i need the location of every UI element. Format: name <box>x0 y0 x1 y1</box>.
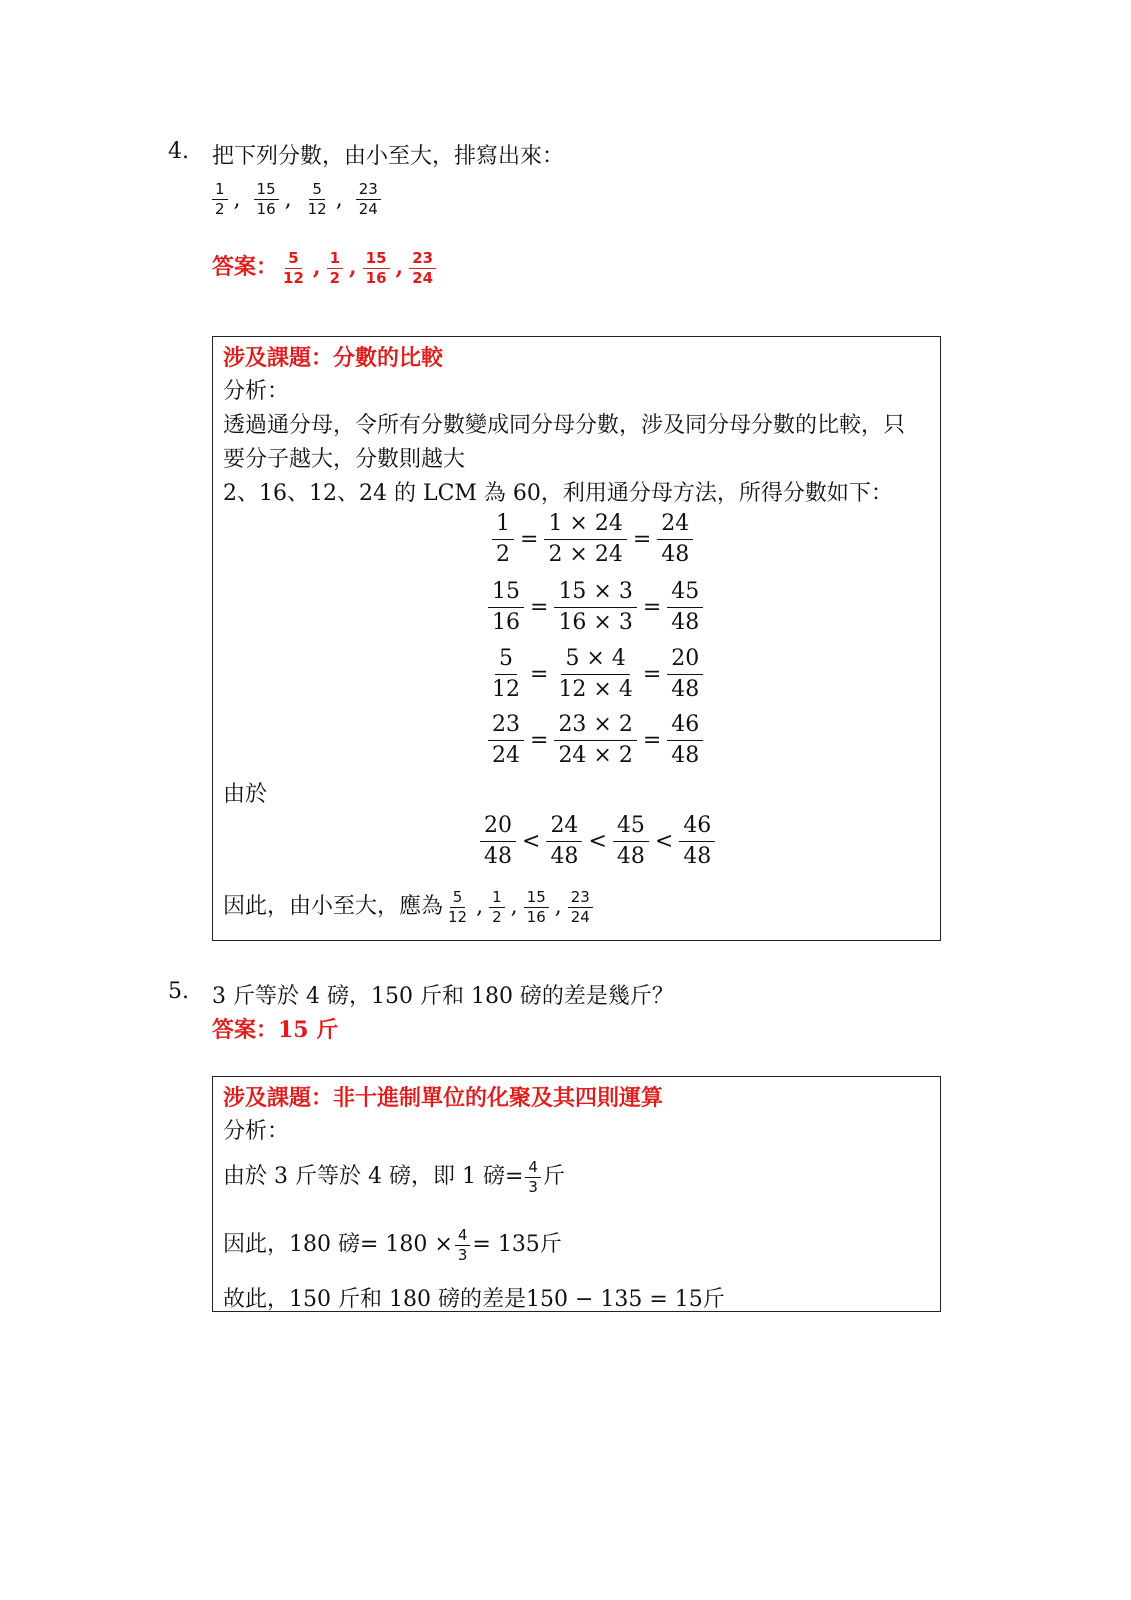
q4-answer: 答案： $\frac{5}{12}$ , $\frac{1}{2}$ , $\frac{15}{16}$ , $\frac{23}{24}$ <box>212 250 438 286</box>
fraction: $\frac{24}{48}$ <box>657 513 693 566</box>
fraction: $\frac{46}{48}$ <box>667 714 703 767</box>
analysis-line: 由於 3 斤等於 4 磅，即 1 磅= $\frac{4}{3}$ 斤 <box>223 1157 565 1196</box>
q5-answer: 答案：15 斤 <box>212 1017 339 1043</box>
fraction: $\frac{4}{3}$ <box>525 1160 541 1195</box>
q4-analysis-box <box>212 336 941 941</box>
fraction: $\frac{5}{12}$ <box>307 180 327 218</box>
fraction: $\frac{46}{48}$ <box>679 815 715 868</box>
analysis-line: 故此，150 斤和 180 磅的差是150 − 135 = 15斤 <box>223 1287 725 1312</box>
comparison: $\frac{20}{48}$ < $\frac{24}{48}$ < $\frac{45}{48}$ < $\frac{46}{48}$ <box>477 815 718 868</box>
q4-number: 4. <box>168 139 189 164</box>
fraction: $\frac{1}{2}$ <box>492 513 514 566</box>
since-label: 由於 <box>223 782 268 807</box>
answer-label: 答案： <box>212 254 279 280</box>
topic-title: 涉及課題：非十進制單位的化聚及其四則運算 <box>223 1085 664 1111</box>
analysis-label: 分析： <box>223 379 290 404</box>
fraction: $\frac{1}{2}$ <box>327 251 343 286</box>
fraction: $\frac{1}{2}$ <box>212 182 228 217</box>
fraction: $\frac{1 \times 24}{2 \times 24}$ <box>544 513 626 566</box>
fraction: $\frac{23}{24}$ <box>568 890 593 925</box>
fraction: $\frac{45}{48}$ <box>613 815 649 868</box>
analysis-label: 分析： <box>223 1119 290 1144</box>
equation: $\frac{23}{24}$ = $\frac{23 \times 2}{24 \times 2}$ = $\frac{46}{48}$ <box>485 714 706 767</box>
equation: $\frac{15}{16}$ = $\frac{15 \times 3}{16 \times 3}$ = $\frac{45}{48}$ <box>485 581 706 634</box>
fraction: $\frac{45}{48}$ <box>667 581 703 634</box>
equation: $\frac{1}{2}$ = $\frac{1 \times 24}{2 \times 24}$ = $\frac{24}{48}$ <box>489 513 696 566</box>
fraction: $\frac{4}{3}$ <box>455 1228 471 1263</box>
analysis-paragraph: 透過通分母，令所有分數變成同分母分數，涉及同分母分數的比較，只 <box>223 413 906 438</box>
fraction: $\frac{23 \times 2}{24 \times 2}$ <box>554 714 636 767</box>
analysis-line: 因此，180 磅= 180 × $\frac{4}{3}$ = 135斤 <box>223 1225 562 1264</box>
fraction: $\frac{24}{48}$ <box>546 815 582 868</box>
fraction: $\frac{5}{12}$ <box>492 646 520 702</box>
q5-question: 3 斤等於 4 磅，150 斤和 180 磅的差是幾斤？ <box>212 984 674 1009</box>
q5-analysis-box <box>212 1076 941 1312</box>
q4-question: 把下列分數，由小至大，排寫出來： <box>212 144 565 169</box>
analysis-paragraph: 要分子越大，分數則越大 <box>223 447 466 472</box>
fraction: $\frac{1}{2}$ <box>489 890 505 925</box>
fraction: $\frac{23}{24}$ <box>356 182 381 217</box>
conclusion: 因此，由小至大，應為 $\frac{5}{12}$ , $\frac{1}{2}$ , $\frac{15}{16}$ , $\frac{23}{24}$ <box>223 889 595 925</box>
fraction: $\frac{20}{48}$ <box>667 648 703 701</box>
fraction: $\frac{15}{16}$ <box>524 890 549 925</box>
fraction: $\frac{15}{16}$ <box>254 182 279 217</box>
q5-number: 5. <box>168 979 189 1004</box>
fraction: $\frac{23}{24}$ <box>488 714 524 767</box>
fraction: $\frac{15 \times 3}{16 \times 3}$ <box>554 581 636 634</box>
fraction: $\frac{5}{12}$ <box>283 248 304 287</box>
fraction: $\frac{15}{16}$ <box>488 581 524 634</box>
analysis-paragraph: 2、16、12、24 的 LCM 為 60，利用通分母方法，所得分數如下： <box>223 481 893 506</box>
fraction: $\frac{20}{48}$ <box>480 815 516 868</box>
fraction: $\frac{5 \times 4}{12 \times 4}$ <box>558 646 633 702</box>
fraction: $\frac{5}{12}$ <box>448 887 468 926</box>
fraction: $\frac{23}{24}$ <box>409 251 436 286</box>
fraction: $\frac{15}{16}$ <box>363 251 390 286</box>
q4-given-fractions: $\frac{1}{2}$ , $\frac{15}{16}$ , $\frac{5}{12}$ , $\frac{23}{24}$ <box>210 182 383 217</box>
equation: $\frac{5}{12}$ = $\frac{5 \times 4}{12 \times 4}$ = $\frac{20}{48}$ <box>485 648 706 701</box>
topic-title: 涉及課題：分數的比較 <box>223 345 444 371</box>
